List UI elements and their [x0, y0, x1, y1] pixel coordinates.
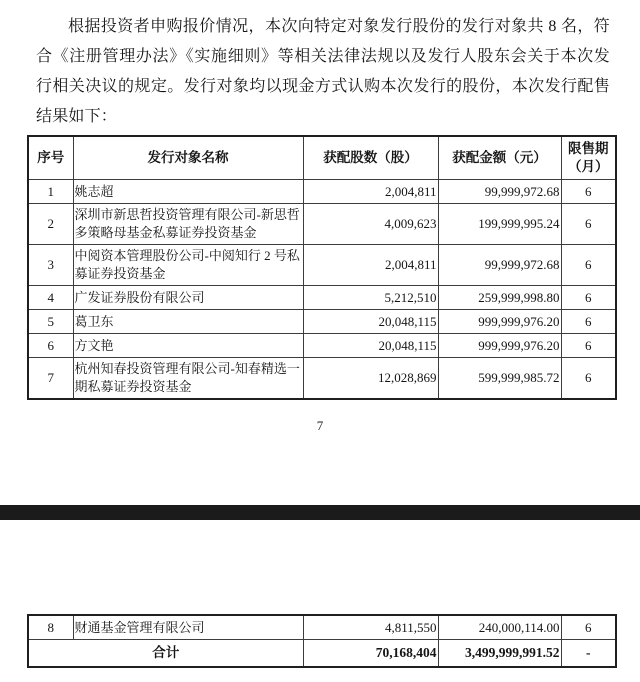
cell-amount: 99,999,972.68 — [438, 245, 561, 286]
header-shares: 获配股数（股） — [303, 136, 438, 180]
table-row — [28, 334, 616, 358]
cell-no: 8 — [28, 615, 73, 640]
cell-lockup: 6 — [561, 615, 616, 640]
cell-lockup: 6 — [561, 245, 616, 286]
cell-name: 方文艳 — [73, 334, 303, 358]
cell-name: 深圳市新思哲投资管理有限公司-新思哲多策略母基金私募证券投资基金 — [73, 204, 303, 245]
cell-lockup: 6 — [561, 358, 616, 400]
cell-shares: 12,028,869 — [303, 358, 438, 400]
cell-lockup: 6 — [561, 334, 616, 358]
cell-shares: 5,212,510 — [303, 286, 438, 310]
cell-name: 葛卫东 — [73, 310, 303, 334]
cell-amount: 999,999,976.20 — [438, 334, 561, 358]
page-separator-bar — [0, 505, 640, 520]
cell-shares: 4,811,550 — [303, 615, 438, 640]
cell-total-amount: 3,499,999,991.52 — [438, 640, 561, 668]
cell-amount: 240,000,114.00 — [438, 615, 561, 640]
header-amount: 获配金额（元） — [438, 136, 561, 180]
cell-no: 3 — [28, 245, 73, 286]
cell-amount: 99,999,972.68 — [438, 180, 561, 204]
intro-paragraph: 根据投资者申购报价情况，本次向特定对象发行股份的发行对象共 8 名，符合《注册管理办法》《实施细则》等相关法律法规以及发行人股东会关于本次发行相关决议的规定。发行对象均以现金方式认购本次发行的股份，本次发行配售结果如下： — [36, 18, 610, 125]
cell-no: 5 — [28, 310, 73, 334]
header-name: 发行对象名称 — [73, 136, 303, 180]
header-no: 序号 — [28, 136, 73, 180]
cell-shares: 2,004,811 — [303, 180, 438, 204]
table-row — [28, 245, 616, 286]
cell-amount: 999,999,976.20 — [438, 310, 561, 334]
table-row — [28, 286, 616, 310]
table-row — [28, 358, 616, 400]
cell-no: 2 — [28, 204, 73, 245]
cell-name: 广发证券股份有限公司 — [73, 286, 303, 310]
cell-no: 7 — [28, 358, 73, 400]
cell-lockup: 6 — [561, 180, 616, 204]
allocation-table-page1 — [27, 135, 617, 400]
cell-name: 杭州知春投资管理有限公司-知春精选一期私募证券投资基金 — [73, 358, 303, 400]
table-row — [28, 310, 616, 334]
cell-no: 6 — [28, 334, 73, 358]
cell-amount: 259,999,998.80 — [438, 286, 561, 310]
cell-name: 姚志超 — [73, 180, 303, 204]
cell-lockup: 6 — [561, 310, 616, 334]
cell-no: 1 — [28, 180, 73, 204]
table-row — [28, 204, 616, 245]
cell-lockup: 6 — [561, 204, 616, 245]
cell-lockup: 6 — [561, 286, 616, 310]
page-number: 7 — [316, 418, 324, 433]
cell-amount: 199,999,995.24 — [438, 204, 561, 245]
cell-total-lockup: - — [561, 640, 616, 668]
table-row — [28, 180, 616, 204]
header-lockup: 限售期（月） — [561, 136, 616, 180]
cell-shares: 2,004,811 — [303, 245, 438, 286]
cell-amount: 599,999,985.72 — [438, 358, 561, 400]
cell-shares: 4,009,623 — [303, 204, 438, 245]
cell-name: 财通基金管理有限公司 — [73, 615, 303, 640]
table-header-row — [28, 136, 616, 180]
cell-shares: 20,048,115 — [303, 334, 438, 358]
cell-total-label: 合计 — [28, 640, 303, 668]
table-row — [28, 615, 616, 640]
cell-shares: 20,048,115 — [303, 310, 438, 334]
cell-total-shares: 70,168,404 — [303, 640, 438, 668]
allocation-table-page2 — [27, 614, 617, 668]
table-total-row — [28, 640, 616, 668]
cell-name: 中阅资本管理股份公司-中阅知行 2 号私募证券投资基金 — [73, 245, 303, 286]
cell-no: 4 — [28, 286, 73, 310]
